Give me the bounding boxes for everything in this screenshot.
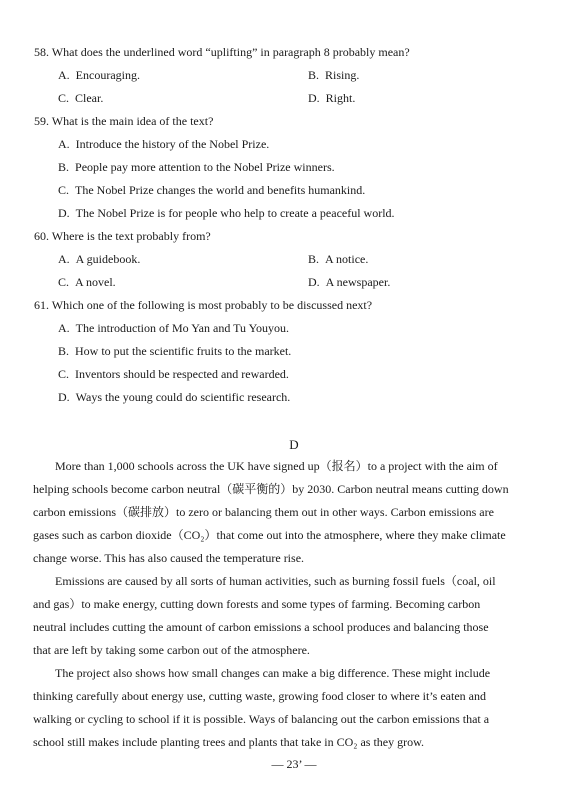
passage-line: that are left by taking some carbon out of the atmosphere. [33, 643, 310, 657]
passage-line: The project also shows how small changes can make a big difference. These might include [55, 666, 491, 680]
passage-line: carbon emissions（碳排放）to zero or balancing them out in other ways. Carbon emissions are [33, 505, 494, 519]
option-58-b: B. Rising. [308, 68, 360, 82]
option-59-d: D. The Nobel Prize is for people who help to create a peaceful world. [58, 206, 395, 220]
question-number: 59. [34, 114, 49, 128]
option-61-d: D. Ways the young could do scientific research. [58, 390, 291, 404]
question-number: 58. [34, 45, 49, 59]
passage-line: change worse. This has also caused the temperature rise. [33, 551, 305, 565]
question-stem: What is the main idea of the text? [51, 114, 214, 128]
question-number: 61. [34, 298, 49, 312]
page-number: — 23’ — [271, 757, 317, 771]
option-61-c: C. Inventors should be respected and rewarded. [58, 367, 289, 381]
passage-line: school still makes include planting trees and plants that take in CO₂ as they grow. [33, 735, 424, 749]
question-stem: Where is the text probably from? [51, 229, 211, 243]
passage-line: gases such as carbon dioxide（CO₂）that come out into the atmosphere, where they make climate [33, 528, 506, 542]
question-58 [34, 44, 410, 60]
option-60-b: B. A notice. [308, 252, 369, 266]
option-58-c: C. Clear. [58, 91, 104, 105]
passage-line: helping schools become carbon neutral（碳平衡的）by 2030. Carbon neutral means cutting down [33, 482, 509, 496]
option-58-d: D. Right. [308, 91, 356, 105]
question-number: 60. [34, 229, 49, 243]
question-59 [34, 113, 213, 129]
option-61-b: B. How to put the scientific fruits to the market. [58, 344, 292, 358]
option-60-a: A. A guidebook. [58, 252, 141, 266]
passage-line: neutral includes cutting the amount of carbon emissions a school produces and balancing those [33, 620, 489, 634]
option-59-a: A. Introduce the history of the Nobel Prize. [58, 137, 270, 151]
passage-line: thinking carefully about energy use, cutting waste, growing food closer to where it’s eaten and [33, 689, 486, 703]
question-61 [34, 297, 372, 313]
section-label: D [289, 437, 299, 452]
option-60-d: D. A newspaper. [308, 275, 391, 289]
question-stem: What does the underlined word “uplifting” in paragraph 8 probably mean? [51, 45, 410, 59]
passage-line: More than 1,000 schools across the UK have signed up（报名）to a project with the aim of [55, 459, 498, 473]
option-58-a: A. Encouraging. [58, 68, 140, 82]
question-60 [34, 228, 211, 244]
option-60-c: C. A novel. [58, 275, 116, 289]
passage-line: walking or cycling to school if it is possible. Ways of balancing out the carbon emissions that a [33, 712, 490, 726]
passage-line: and gas）to make energy, cutting down forests and some types of farming. Becoming carbon [33, 597, 481, 611]
option-59-c: C. The Nobel Prize changes the world and benefits humankind. [58, 183, 366, 197]
option-61-a: A. The introduction of Mo Yan and Tu Youyou. [58, 321, 290, 335]
option-59-b: B. People pay more attention to the Nobel Prize winners. [58, 160, 335, 174]
passage-line: Emissions are caused by all sorts of human activities, such as burning fossil fuels（coal, oil [55, 574, 496, 588]
question-stem: Which one of the following is most probably to be discussed next? [51, 298, 373, 312]
